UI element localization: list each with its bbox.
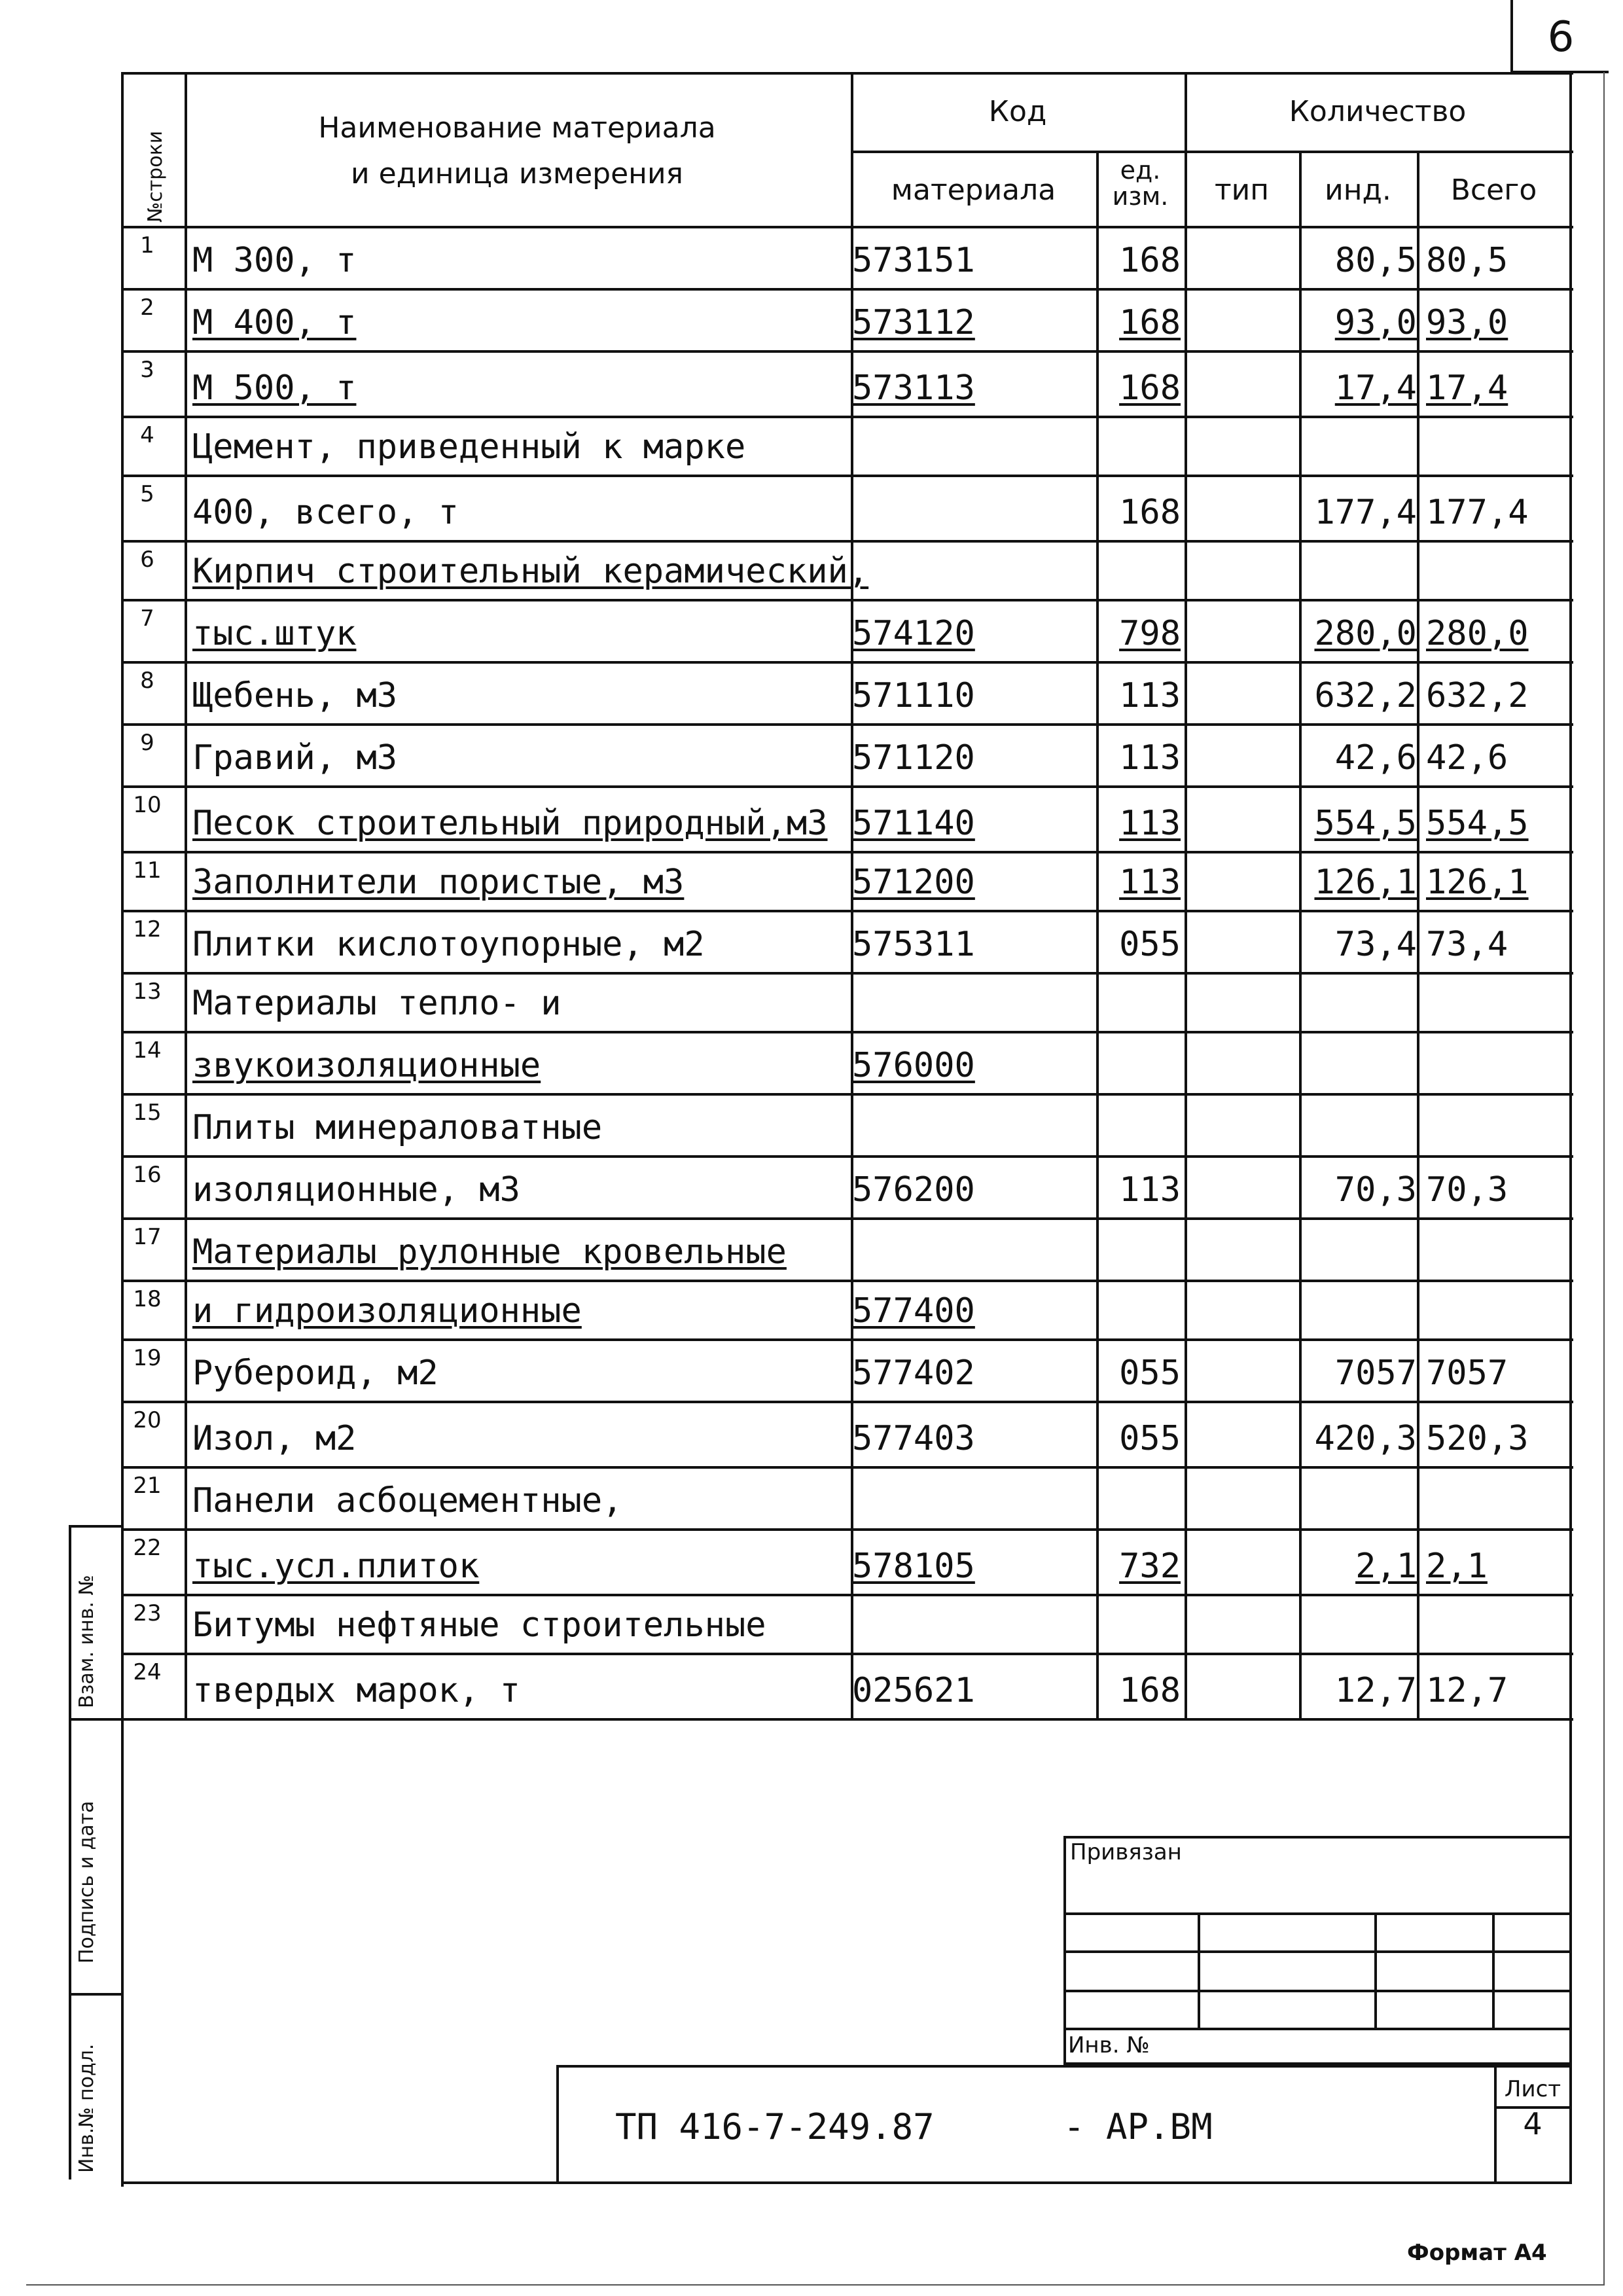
qty-ind: 73,4 <box>1334 925 1417 964</box>
privyazan-col2 <box>1374 1912 1377 2028</box>
row-line <box>121 475 1573 477</box>
qty-ind: 632,2 <box>1314 676 1417 715</box>
row-line <box>121 1466 1573 1469</box>
material-code: 571200 <box>852 863 975 902</box>
header-qty-ind: инд. <box>1325 173 1391 207</box>
row-line <box>121 1093 1573 1096</box>
material-name: Изол, м2 <box>192 1419 357 1458</box>
unit-code: 113 <box>1119 863 1181 902</box>
privyazan-col3 <box>1492 1912 1495 2028</box>
header-qty-total: Всего <box>1450 173 1537 207</box>
material-name: Цемент, приведенный к марке <box>192 427 746 467</box>
unit-code: 113 <box>1119 676 1181 715</box>
unit-code: 168 <box>1119 241 1181 280</box>
qty-ind: 177,4 <box>1314 493 1417 532</box>
privyazan-line4 <box>1063 2028 1571 2030</box>
row-number: 2 <box>140 295 154 321</box>
row-line <box>121 972 1573 975</box>
material-name: Гравий, м3 <box>192 738 398 778</box>
row-line <box>121 910 1573 912</box>
doc-suffix: - АР.ВМ <box>1063 2106 1213 2147</box>
unit-code: 055 <box>1119 925 1181 964</box>
row-number: 10 <box>133 792 162 818</box>
page-number: 6 <box>1547 13 1575 62</box>
header-row-number: №строки <box>144 130 167 223</box>
material-name: и гидроизоляционные <box>192 1291 582 1331</box>
row-line <box>121 416 1573 418</box>
side-stamp-line <box>69 1525 71 2179</box>
table-border-left <box>121 72 124 2187</box>
row-number: 23 <box>133 1600 162 1626</box>
unit-code: 732 <box>1119 1547 1181 1586</box>
row-number: 8 <box>140 668 154 694</box>
qty-ind: 554,5 <box>1314 804 1417 843</box>
qty-total: 17,4 <box>1426 368 1508 408</box>
qty-total: 554,5 <box>1426 804 1529 843</box>
sheet-edge-bottom <box>26 2284 1605 2286</box>
qty-total: 632,2 <box>1426 676 1529 715</box>
row-line <box>121 1401 1573 1403</box>
row-number: 9 <box>140 730 154 756</box>
material-code: 573112 <box>852 303 975 342</box>
side-stamp-top <box>69 1525 121 1528</box>
row-number: 3 <box>140 357 154 383</box>
row-number: 18 <box>133 1286 162 1312</box>
material-code: 571110 <box>852 676 975 715</box>
frame-bottom <box>121 2181 1571 2184</box>
row-number: 16 <box>133 1162 162 1188</box>
row-line <box>121 1528 1573 1531</box>
material-name: твердых марок, т <box>192 1671 520 1710</box>
row-line <box>121 785 1573 788</box>
material-name: Битумы нефтяные строительные <box>192 1605 766 1645</box>
header-name-line1: Наименование материала <box>318 111 716 145</box>
row-line <box>121 1338 1573 1341</box>
material-code: 571140 <box>852 804 975 843</box>
unit-code: 055 <box>1119 1354 1181 1393</box>
unit-code: 168 <box>1119 493 1181 532</box>
material-code: 576000 <box>852 1046 975 1085</box>
qty-total: 126,1 <box>1426 863 1529 902</box>
qty-total: 93,0 <box>1426 303 1508 342</box>
row-number: 6 <box>140 547 154 573</box>
row-number: 24 <box>133 1659 162 1685</box>
qty-ind: 70,3 <box>1334 1170 1417 1210</box>
header-qty-type: тип <box>1215 173 1269 207</box>
header-code: Код <box>988 95 1047 128</box>
material-name: Заполнители пористые, м3 <box>192 863 685 902</box>
material-code: 577400 <box>852 1291 975 1331</box>
row-number: 13 <box>133 978 162 1005</box>
row-number: 14 <box>133 1037 162 1064</box>
qty-ind: 42,6 <box>1334 738 1417 778</box>
header-quantity: Количество <box>1289 95 1467 128</box>
qty-total: 7057 <box>1426 1354 1508 1393</box>
unit-code: 798 <box>1119 614 1181 653</box>
side-label-inv-podl: Инв.№ подл. <box>75 2043 98 2173</box>
material-name: звукоизоляционные <box>192 1046 541 1085</box>
qty-ind: 126,1 <box>1314 863 1417 902</box>
row-line <box>121 661 1573 664</box>
col-line-number <box>185 72 187 1721</box>
qty-total: 42,6 <box>1426 738 1508 778</box>
row-number: 5 <box>140 481 154 507</box>
qty-ind: 80,5 <box>1334 241 1417 280</box>
qty-total: 73,4 <box>1426 925 1508 964</box>
qty-ind: 7057 <box>1334 1354 1417 1393</box>
material-name: Плиты минераловатные <box>192 1108 603 1147</box>
doc-code: ТП 416-7-249.87 <box>615 2106 935 2147</box>
row-line <box>121 1280 1573 1282</box>
row-number: 20 <box>133 1407 162 1433</box>
qty-ind: 12,7 <box>1334 1671 1417 1710</box>
unit-code: 168 <box>1119 303 1181 342</box>
qty-total: 280,0 <box>1426 614 1529 653</box>
material-code: 576200 <box>852 1170 975 1210</box>
material-code: 571120 <box>852 738 975 778</box>
row-line <box>121 1155 1573 1158</box>
row-number: 19 <box>133 1345 162 1371</box>
qty-total: 80,5 <box>1426 241 1508 280</box>
row-line <box>121 1031 1573 1033</box>
col-line-unit <box>1185 72 1187 1721</box>
side-stamp-div1 <box>69 1718 121 1721</box>
row-number: 17 <box>133 1224 162 1250</box>
row-line <box>121 288 1573 291</box>
material-name: Рубероид, м2 <box>192 1354 438 1393</box>
row-line <box>121 599 1573 601</box>
header-name-line2: и единица измерения <box>350 157 684 190</box>
qty-total: 12,7 <box>1426 1671 1508 1710</box>
side-stamp-div2 <box>69 1993 121 1996</box>
col-line-ind <box>1417 151 1419 1721</box>
material-code: 577403 <box>852 1419 975 1458</box>
frame-right <box>1569 72 1572 2184</box>
header-code-material: материала <box>891 173 1056 207</box>
privyazan-label: Привязан <box>1070 1839 1182 1865</box>
row-number: 11 <box>133 857 162 884</box>
unit-code: 168 <box>1119 368 1181 408</box>
row-line <box>121 1718 1573 1721</box>
row-number: 7 <box>140 605 154 632</box>
qty-ind: 17,4 <box>1334 368 1417 408</box>
qty-ind: 2,1 <box>1355 1547 1417 1586</box>
material-code: 025621 <box>852 1671 975 1710</box>
row-line <box>121 723 1573 726</box>
qty-total: 2,1 <box>1426 1547 1488 1586</box>
row-line <box>121 350 1573 353</box>
row-number: 15 <box>133 1100 162 1126</box>
header-mask <box>187 151 851 153</box>
side-label-vzam: Взам. инв. № <box>75 1575 98 1708</box>
row-line <box>121 1653 1573 1655</box>
material-name: Песок строительный природный,м3 <box>192 804 828 843</box>
material-name: Кирпич строительный керамический, <box>192 552 869 591</box>
side-label-podpis: Подпись и дата <box>75 1801 98 1964</box>
row-line <box>121 1594 1573 1596</box>
qty-ind: 93,0 <box>1334 303 1417 342</box>
material-name: 400, всего, т <box>192 493 459 532</box>
qty-ind: 420,3 <box>1314 1419 1417 1458</box>
table-border-top <box>121 72 1573 75</box>
format-label: Формат А4 <box>1407 2240 1547 2266</box>
row-number: 21 <box>133 1473 162 1499</box>
material-name: Панели асбоцементные, <box>192 1481 623 1520</box>
material-code: 575311 <box>852 925 975 964</box>
material-code: 573151 <box>852 241 975 280</box>
inv-no-label: Инв. № <box>1068 2032 1150 2058</box>
sheet-label: Лист <box>1504 2076 1561 2102</box>
qty-total: 177,4 <box>1426 493 1529 532</box>
material-name: М 400, т <box>192 303 357 342</box>
row-line <box>121 851 1573 853</box>
qty-ind: 280,0 <box>1314 614 1417 653</box>
unit-code: 113 <box>1119 1170 1181 1210</box>
material-name: Материалы рулонные кровельные <box>192 1232 787 1272</box>
material-code: 574120 <box>852 614 975 653</box>
material-name: изоляционные, м3 <box>192 1170 520 1210</box>
material-code: 578105 <box>852 1547 975 1586</box>
material-name: тыс.штук <box>192 614 357 653</box>
privyazan-col1 <box>1198 1912 1200 2028</box>
row-line <box>121 540 1573 543</box>
material-code: 577402 <box>852 1354 975 1393</box>
row-line <box>121 1217 1573 1220</box>
material-name: тыс.усл.плиток <box>192 1547 480 1586</box>
row-number: 4 <box>140 422 154 448</box>
row-number: 22 <box>133 1535 162 1561</box>
unit-code: 113 <box>1119 738 1181 778</box>
page-number-divider <box>1510 0 1513 72</box>
unit-code: 113 <box>1119 804 1181 843</box>
row-number: 1 <box>140 232 154 259</box>
unit-code: 055 <box>1119 1419 1181 1458</box>
row-number: 12 <box>133 916 162 942</box>
material-name: М 300, т <box>192 241 357 280</box>
material-name: Материалы тепло- и <box>192 984 562 1023</box>
header-code-unit: ед. изм. <box>1112 156 1169 211</box>
sheet-value: 4 <box>1523 2106 1543 2142</box>
material-name: Плитки кислотоупорные, м2 <box>192 925 705 964</box>
qty-total: 70,3 <box>1426 1170 1508 1210</box>
material-name: М 500, т <box>192 368 357 408</box>
unit-code: 168 <box>1119 1671 1181 1710</box>
header-bottom-line <box>121 226 1573 228</box>
material-name: Щебень, м3 <box>192 676 398 715</box>
material-code: 573113 <box>852 368 975 408</box>
qty-total: 520,3 <box>1426 1419 1529 1458</box>
sheet-edge-right <box>1603 72 1605 2284</box>
